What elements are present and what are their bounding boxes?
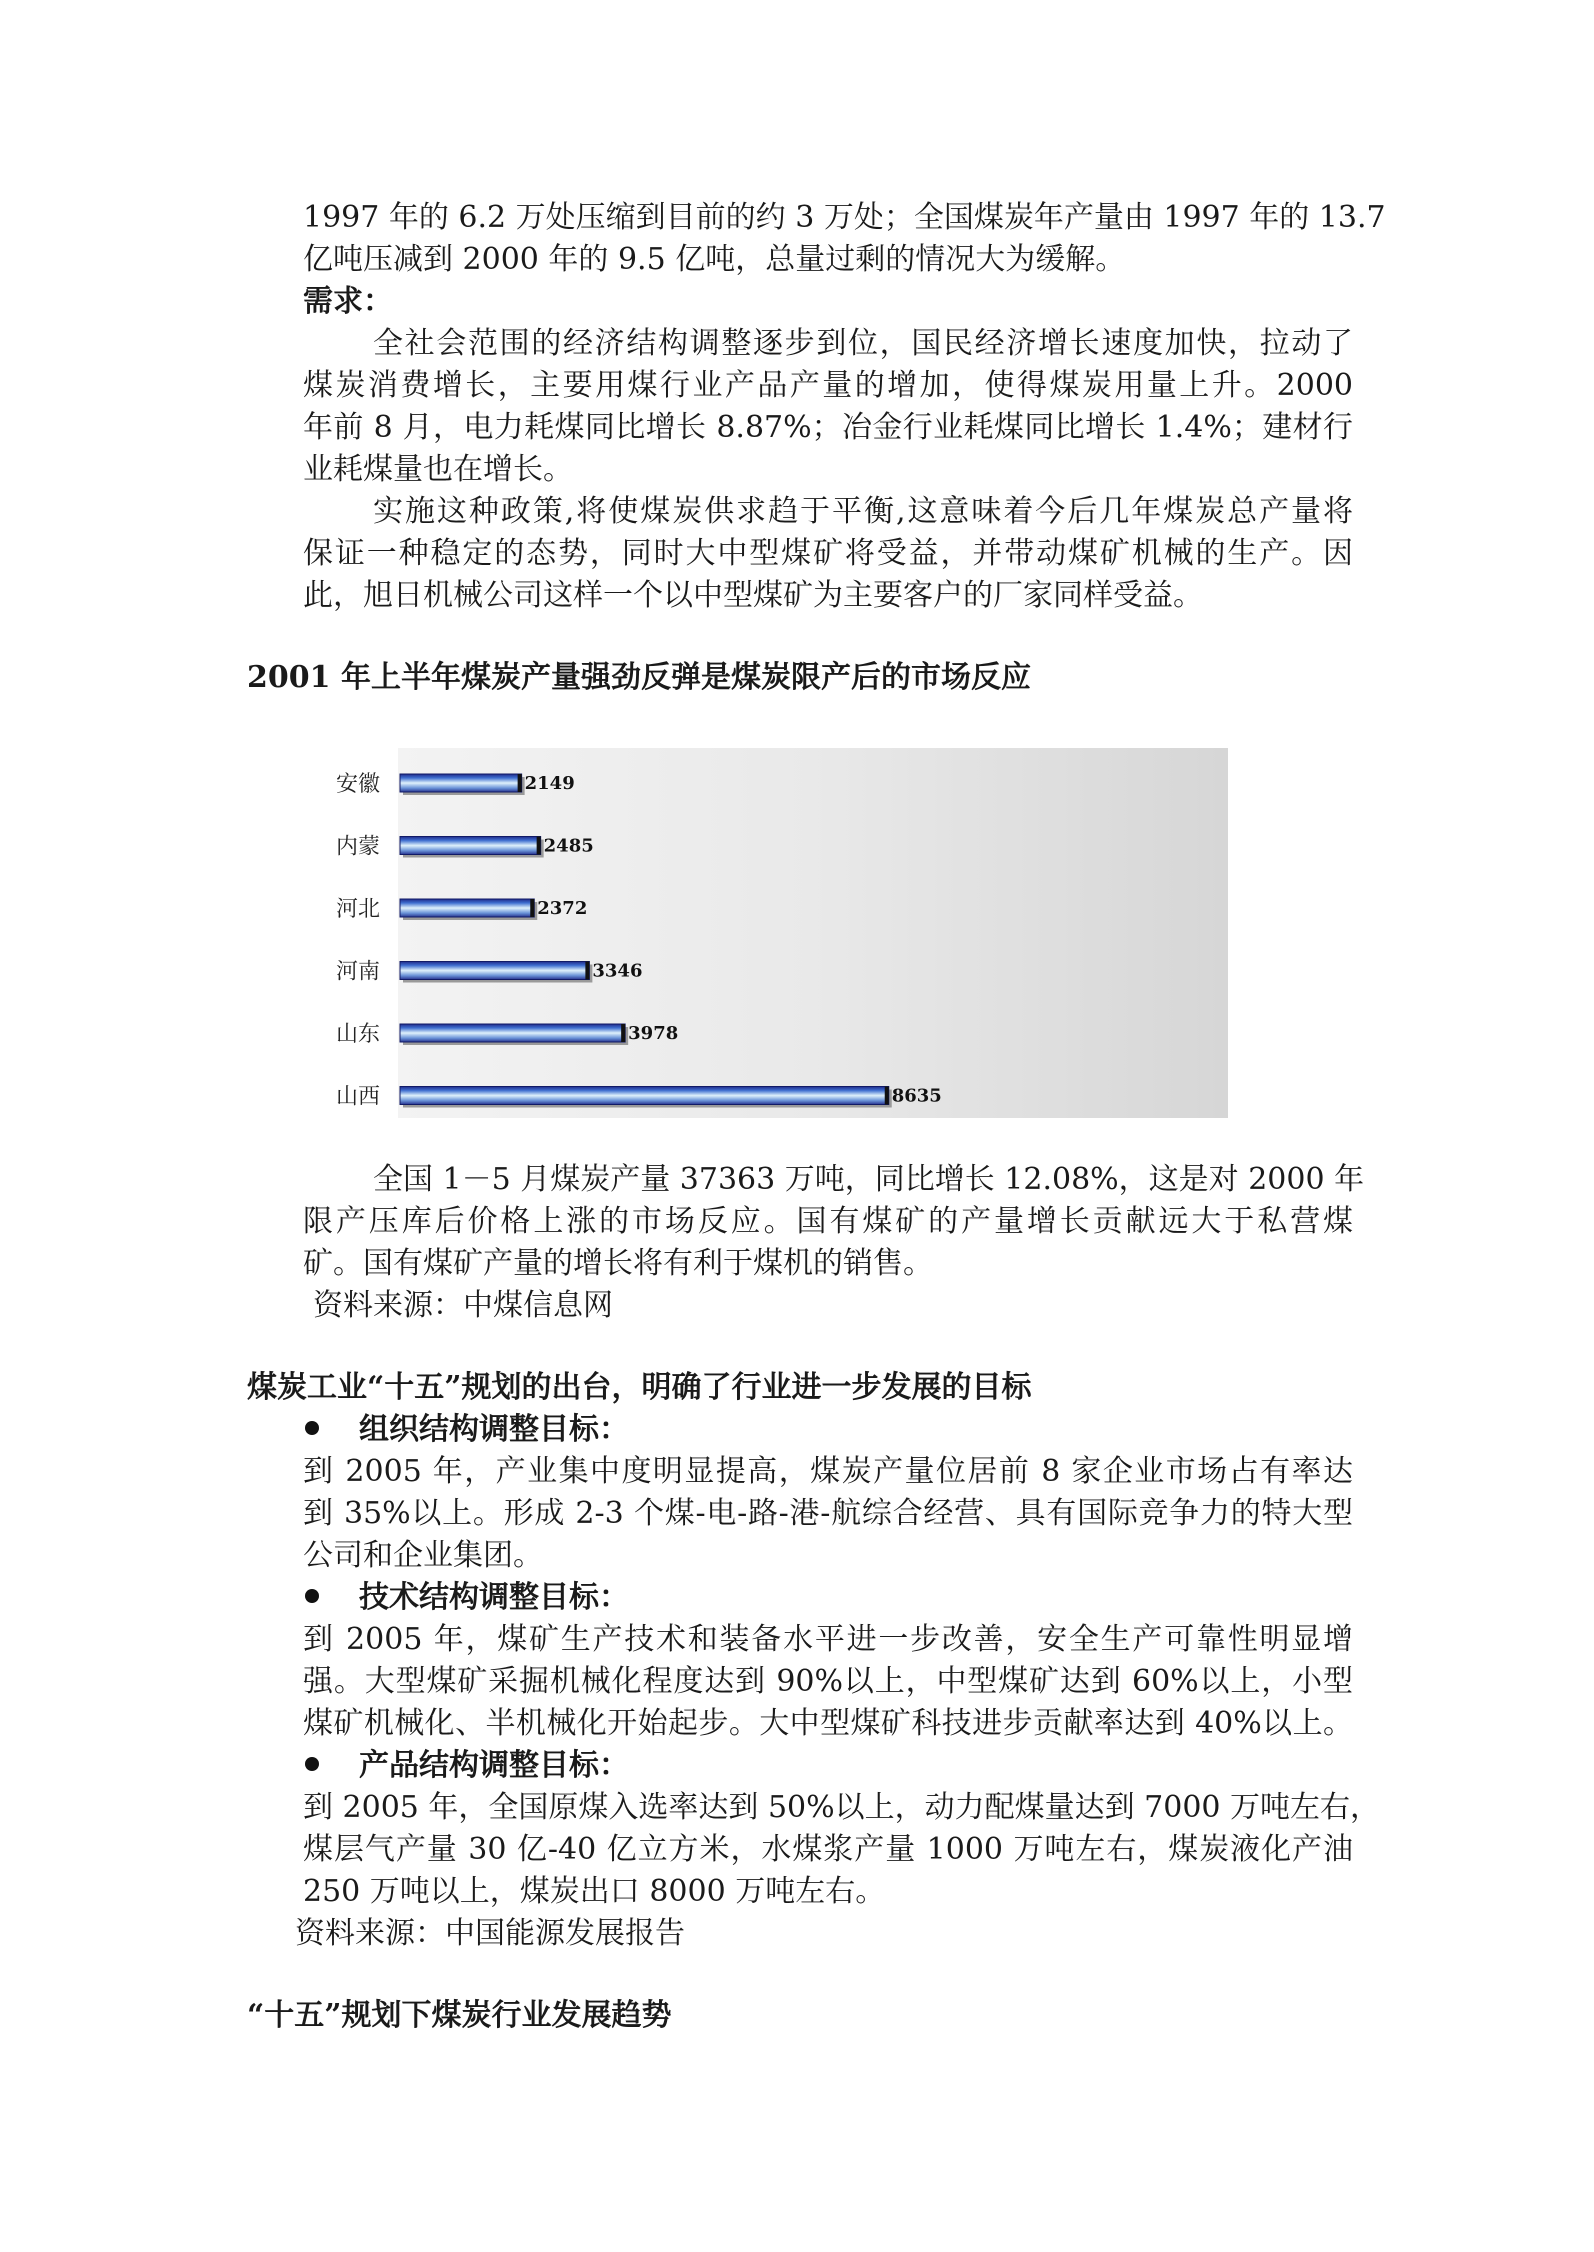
bullet-org-structure	[305, 1410, 629, 1450]
bar-4	[400, 1024, 625, 1042]
section-1-title: 2001 年上半年煤炭产量强劲反弹是煤炭限产后的市场反应	[247, 660, 1031, 695]
product-line-3: 250 万吨以上，煤炭出口 8000 万吨左右。	[303, 1874, 886, 1909]
bar-cap-2	[530, 899, 534, 917]
section-1-para-line-1: 全国 1－5 月煤炭产量 37363 万吨，同比增长 12.08%，这是对 2000 年	[373, 1162, 1365, 1197]
bar-cap-4	[621, 1024, 625, 1042]
bar-0	[400, 774, 522, 792]
category-label-0: 安徽	[335, 772, 380, 797]
bullet-label: 技术结构调整目标：	[359, 1580, 629, 1615]
bullet-dot-icon	[305, 1589, 319, 1603]
bullet-product-structure	[305, 1746, 629, 1786]
value-label-0: 2149	[524, 773, 575, 794]
demand-p2-line-3: 此，旭日机械公司这样一个以中型煤矿为主要客户的厂家同样受益。	[303, 578, 1203, 613]
bullet-label: 组织结构调整目标：	[359, 1412, 629, 1447]
value-label-5: 8635	[891, 1085, 942, 1107]
category-label-1: 内蒙	[335, 834, 380, 860]
section-2-source: 资料来源：中国能源发展报告	[295, 1916, 685, 1951]
product-line-2: 煤层气产量 30 亿-40 亿立方米，水煤浆产量 1000 万吨左右，煤炭液化产油	[303, 1832, 1353, 1867]
demand-p1-line-1: 全社会范围的经济结构调整逐步到位，国民经济增长速度加快，拉动了	[373, 326, 1353, 361]
bar-1	[400, 837, 541, 855]
category-label-2: 河北	[335, 897, 380, 922]
bar-3	[400, 962, 589, 980]
bullet-dot-icon	[305, 1421, 319, 1435]
category-label-5: 山西	[335, 1084, 380, 1110]
tech-line-2: 强。大型煤矿采掘机械化程度达到 90%以上，中型煤矿达到 60%以上，小型	[303, 1664, 1353, 1699]
section-1-source: 资料来源：中煤信息网	[313, 1288, 613, 1323]
bar-cap-3	[585, 962, 589, 980]
bar-5	[400, 1087, 889, 1105]
bar-cap-5	[885, 1087, 889, 1105]
value-label-1: 2485	[543, 835, 594, 857]
tech-line-1: 到 2005 年，煤矿生产技术和装备水平进一步改善，安全生产可靠性明显增	[303, 1622, 1353, 1657]
intro-line-1: 1997 年的 6.2 万处压缩到目前的约 3 万处；全国煤炭年产量由 1997 年的 13.7	[303, 200, 1386, 235]
demand-heading: 需求：	[303, 284, 393, 319]
tech-line-3: 煤矿机械化、半机械化开始起步。大中型煤矿科技进步贡献率达到 40%以上。	[303, 1706, 1353, 1741]
section-2-title: 煤炭工业“十五”规划的出台，明确了行业进一步发展的目标	[247, 1370, 1032, 1405]
chart-panel	[398, 748, 1228, 1118]
section-1-para-line-2: 限产压库后价格上涨的市场反应。国有煤矿的产量增长贡献远大于私营煤	[303, 1204, 1353, 1239]
value-label-2: 2372	[537, 898, 588, 919]
bar-cap-0	[518, 774, 522, 792]
demand-p2-line-1: 实施这种政策,将使煤炭供求趋于平衡,这意味着今后几年煤炭总产量将	[373, 494, 1353, 529]
org-line-1: 到 2005 年，产业集中度明显提高，煤炭产量位居前 8 家企业市场占有率达	[303, 1454, 1353, 1489]
demand-p1-line-3: 年前 8 月，电力耗煤同比增长 8.87%；冶金行业耗煤同比增长 1.4%；建材行	[303, 410, 1353, 445]
intro-line-2: 亿吨压减到 2000 年的 9.5 亿吨，总量过剩的情况大为缓解。	[303, 242, 1126, 277]
value-label-4: 3978	[628, 1023, 679, 1044]
product-line-1: 到 2005 年，全国原煤入选率达到 50%以上，动力配煤量达到 7000 万吨左右，	[303, 1790, 1381, 1825]
bullet-label: 产品结构调整目标：	[359, 1748, 629, 1783]
org-line-3: 公司和企业集团。	[303, 1538, 543, 1573]
bar-2	[400, 899, 534, 917]
category-label-3: 河南	[335, 959, 380, 985]
value-label-3: 3346	[592, 960, 643, 982]
org-line-2: 到 35%以上。形成 2-3 个煤-电-路-港-航综合经营、具有国际竞争力的特大型	[303, 1496, 1353, 1531]
demand-p2-line-2: 保证一种稳定的态势，同时大中型煤矿将受益，并带动煤矿机械的生产。因	[303, 536, 1353, 571]
production-bar-chart	[310, 740, 1230, 1120]
bar-cap-1	[537, 837, 541, 855]
bullet-tech-structure	[305, 1578, 629, 1618]
section-3-title: “十五”规划下煤炭行业发展趋势	[247, 1998, 672, 2033]
section-1-para-line-3: 矿。国有煤矿产量的增长将有利于煤机的销售。	[303, 1246, 933, 1281]
category-label-4: 山东	[335, 1022, 380, 1047]
bullet-dot-icon	[305, 1757, 319, 1771]
demand-p1-line-4: 业耗煤量也在增长。	[303, 452, 573, 487]
demand-p1-line-2: 煤炭消费增长，主要用煤行业产品产量的增加，使得煤炭用量上升。2000	[303, 368, 1353, 403]
